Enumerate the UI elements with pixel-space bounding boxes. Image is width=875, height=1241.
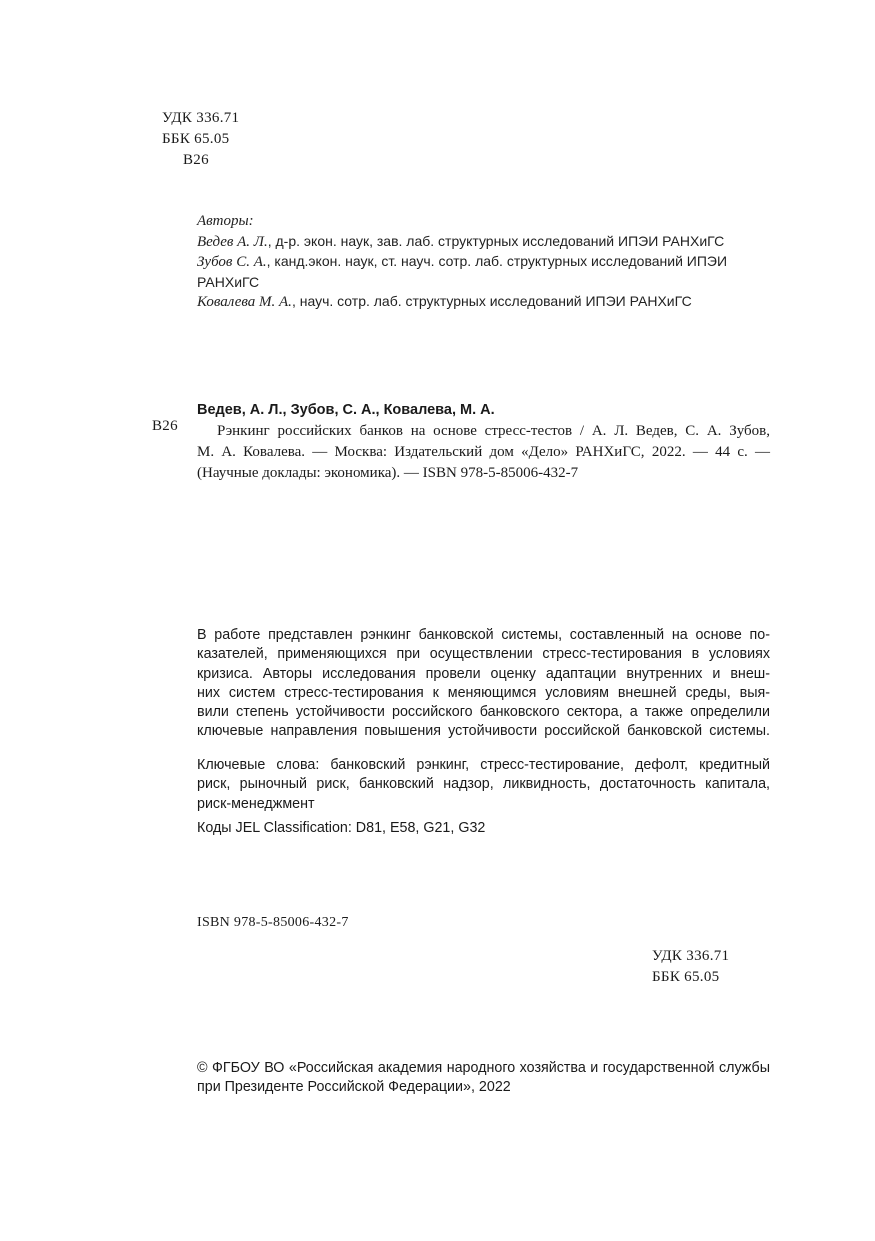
- bbk-code: ББК 65.05: [652, 969, 720, 985]
- udk-code: УДК 336.71: [652, 948, 730, 964]
- keywords-line: риск-менеджмент: [197, 795, 315, 812]
- bibliography-line: Рэнкинг российских банков на основе стресс-тестов / А. Л. Ведев, С. А. Зубов,: [217, 423, 770, 439]
- author-description-continued: РАНХиГС: [197, 273, 260, 290]
- author-entry: [197, 252, 777, 273]
- authors-block: [197, 212, 777, 313]
- isbn: ISBN 978-5-85006-432-7: [197, 915, 349, 930]
- copyright-line: © ФГБОУ ВО «Российская академия народного хозяйства и государственной службы: [197, 1060, 770, 1076]
- author-entry: [197, 232, 777, 253]
- author-description: , науч. сотр. лаб. структурных исследований ИПЭИ РАНХиГС: [291, 293, 692, 309]
- bibliography-margin-mark: В26: [152, 418, 178, 434]
- keywords-line: риск, рыночный риск, банковский надзор, ликвидность, достаточность капитала,: [197, 776, 770, 793]
- author-entry: [197, 292, 777, 313]
- authors-heading: Авторы:: [197, 213, 254, 229]
- abstract-line: В работе представлен рэнкинг банковской системы, составленный на основе по-: [197, 627, 770, 643]
- author-name: Зубов С. А.: [197, 254, 267, 270]
- bbk-code: ББК 65.05: [162, 131, 230, 147]
- author-description: , канд.экон. наук, ст. науч. сотр. лаб. структурных исследований ИПЭИ: [266, 253, 728, 269]
- author-name: Ведев А. Л.: [197, 233, 268, 250]
- abstract-line: ключевые направления повышения устойчивости российской банковской системы.: [197, 723, 770, 740]
- classification-top: [162, 108, 239, 171]
- udk-code: УДК 336.71: [162, 110, 240, 126]
- author-mark: В26: [183, 152, 209, 168]
- bibliography-line: (Научные доклады: экономика). — ISBN 978-5-85006-432-7: [197, 465, 579, 481]
- bibliography-heading: Ведев, А. Л., Зубов, С. А., Ковалева, М. А.: [197, 402, 495, 418]
- copyright-line: при Президенте Российской Федерации», 2022: [197, 1079, 511, 1096]
- jel-codes: Коды JEL Classification: D81, E58, G21, G32: [197, 820, 486, 836]
- abstract: [197, 626, 770, 742]
- abstract-line: казателей, применяющихся при осуществлении стресс-тестирования в условиях: [197, 646, 770, 663]
- abstract-line: вили степень устойчивости российского банковского сектора, а также определили: [197, 704, 770, 721]
- abstract-line: кризиса. Авторы исследования провели оценку адаптации внутренних и внеш-: [197, 665, 770, 682]
- copyright: [197, 1059, 770, 1098]
- author-description: , д-р. экон. наук, зав. лаб. структурных исследований ИПЭИ РАНХиГС: [267, 232, 725, 249]
- keywords: [197, 756, 770, 814]
- bibliography-line: М. А. Ковалева. — Москва: Издательский дом «Дело» РАНХиГС, 2022. — 44 с. —: [197, 444, 770, 460]
- author-name: Ковалева М. А.: [197, 294, 292, 310]
- abstract-line: них систем стресс-тестирования к меняющимся условиям внешней среды, выя-: [197, 684, 770, 701]
- classification-bottom: [652, 946, 729, 988]
- keywords-line: Ключевые слова: банковский рэнкинг, стресс-тестирование, дефолт, кредитный: [197, 757, 770, 773]
- bibliographic-record: [197, 400, 770, 484]
